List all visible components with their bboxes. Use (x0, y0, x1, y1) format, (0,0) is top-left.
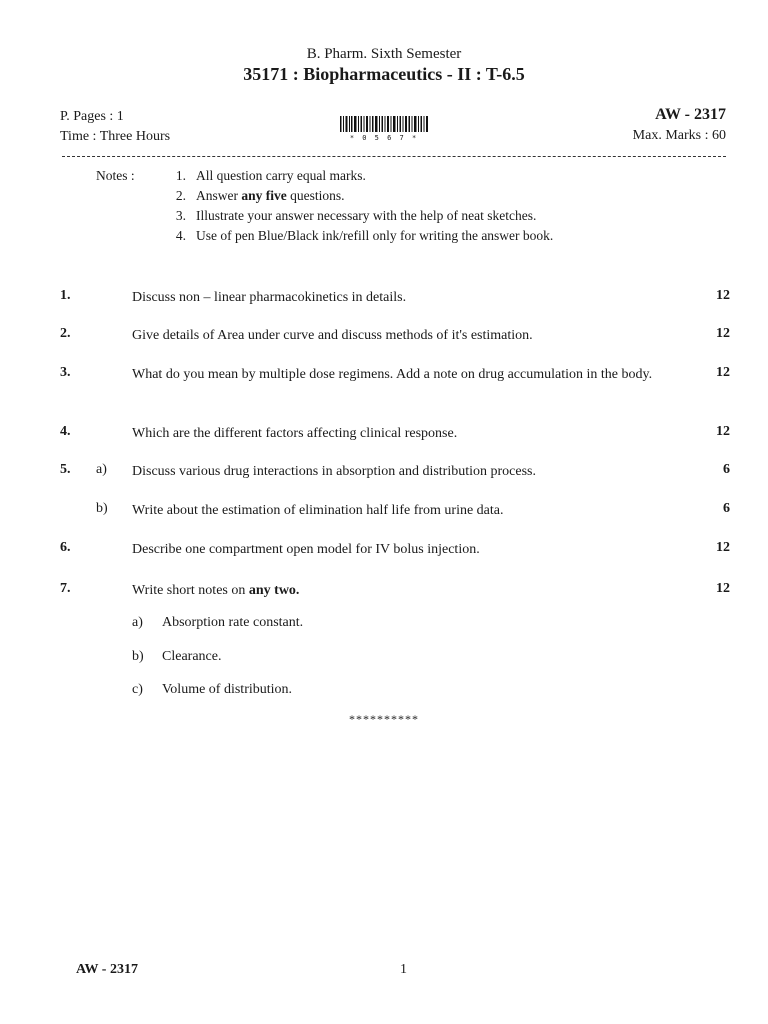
page-count: P. Pages : 1 (60, 109, 124, 124)
page-number: 1 (400, 962, 407, 977)
paper-meta-right (633, 104, 726, 146)
exam-duration: Time : Three Hours (60, 129, 171, 144)
exam-paper: B. Pharm. Sixth Semester 35171 : Biopharmaceutics - II : T-6.5 P. Pages : 1 Time : Three Hours * 0 5 6 7 * AW - 2317 Max. Marks : 60 Notes : 1. All question carry equal marks. 2. Answer any five questions. 3. Illustrate your answer necessary with the help of neat sketches. 4. Use of pen Blue/Black ink/refill only for writing the answer book. 1. Discuss non – linear pharmacokinetics in details. 12 2. Give details of Area under curve and discuss methods of it's estimation. 12 3. What do you mean by multiple dose regimens. Add a note on drug accumulation in the body. 12 4. Which are the different factors affecting clinical response. 12 5. a) Discuss various drug interactions in absorption and distribution process. 6 b) Write about the estimation of elimination half life from urine data. 6 6. Describe one compartment open model for IV bolus injection. 12 7. Write short notes on any two. 12 a) Absorption rate constant. b) Clearance. c) Volume of distribution. ********** AW - 2317 1 (0, 0, 768, 1024)
barcode-icon (340, 116, 428, 132)
paper-meta-left (60, 107, 170, 147)
header-divider (62, 156, 726, 157)
program-heading: B. Pharm. Sixth Semester (306, 46, 462, 62)
notes-label: Notes : (96, 168, 135, 183)
footer-paper-code: AW - 2317 (76, 962, 138, 977)
barcode-number: * 0 5 6 7 * (349, 134, 419, 142)
end-of-paper-marker: ********** (349, 712, 419, 726)
paper-title: 35171 : Biopharmaceutics - II : T-6.5 (243, 64, 525, 84)
max-marks: Max. Marks : 60 (632, 128, 726, 143)
note-item: 3. Illustrate your answer necessary with the help of neat sketches. (175, 208, 537, 223)
note-item: 2. Answer any five questions. (175, 188, 345, 203)
note-item: 1. All question carry equal marks. (175, 168, 366, 183)
paper-code: AW - 2317 (655, 106, 726, 123)
note-item: 4. Use of pen Blue/Black ink/refill only for writing the answer book. (175, 228, 554, 243)
